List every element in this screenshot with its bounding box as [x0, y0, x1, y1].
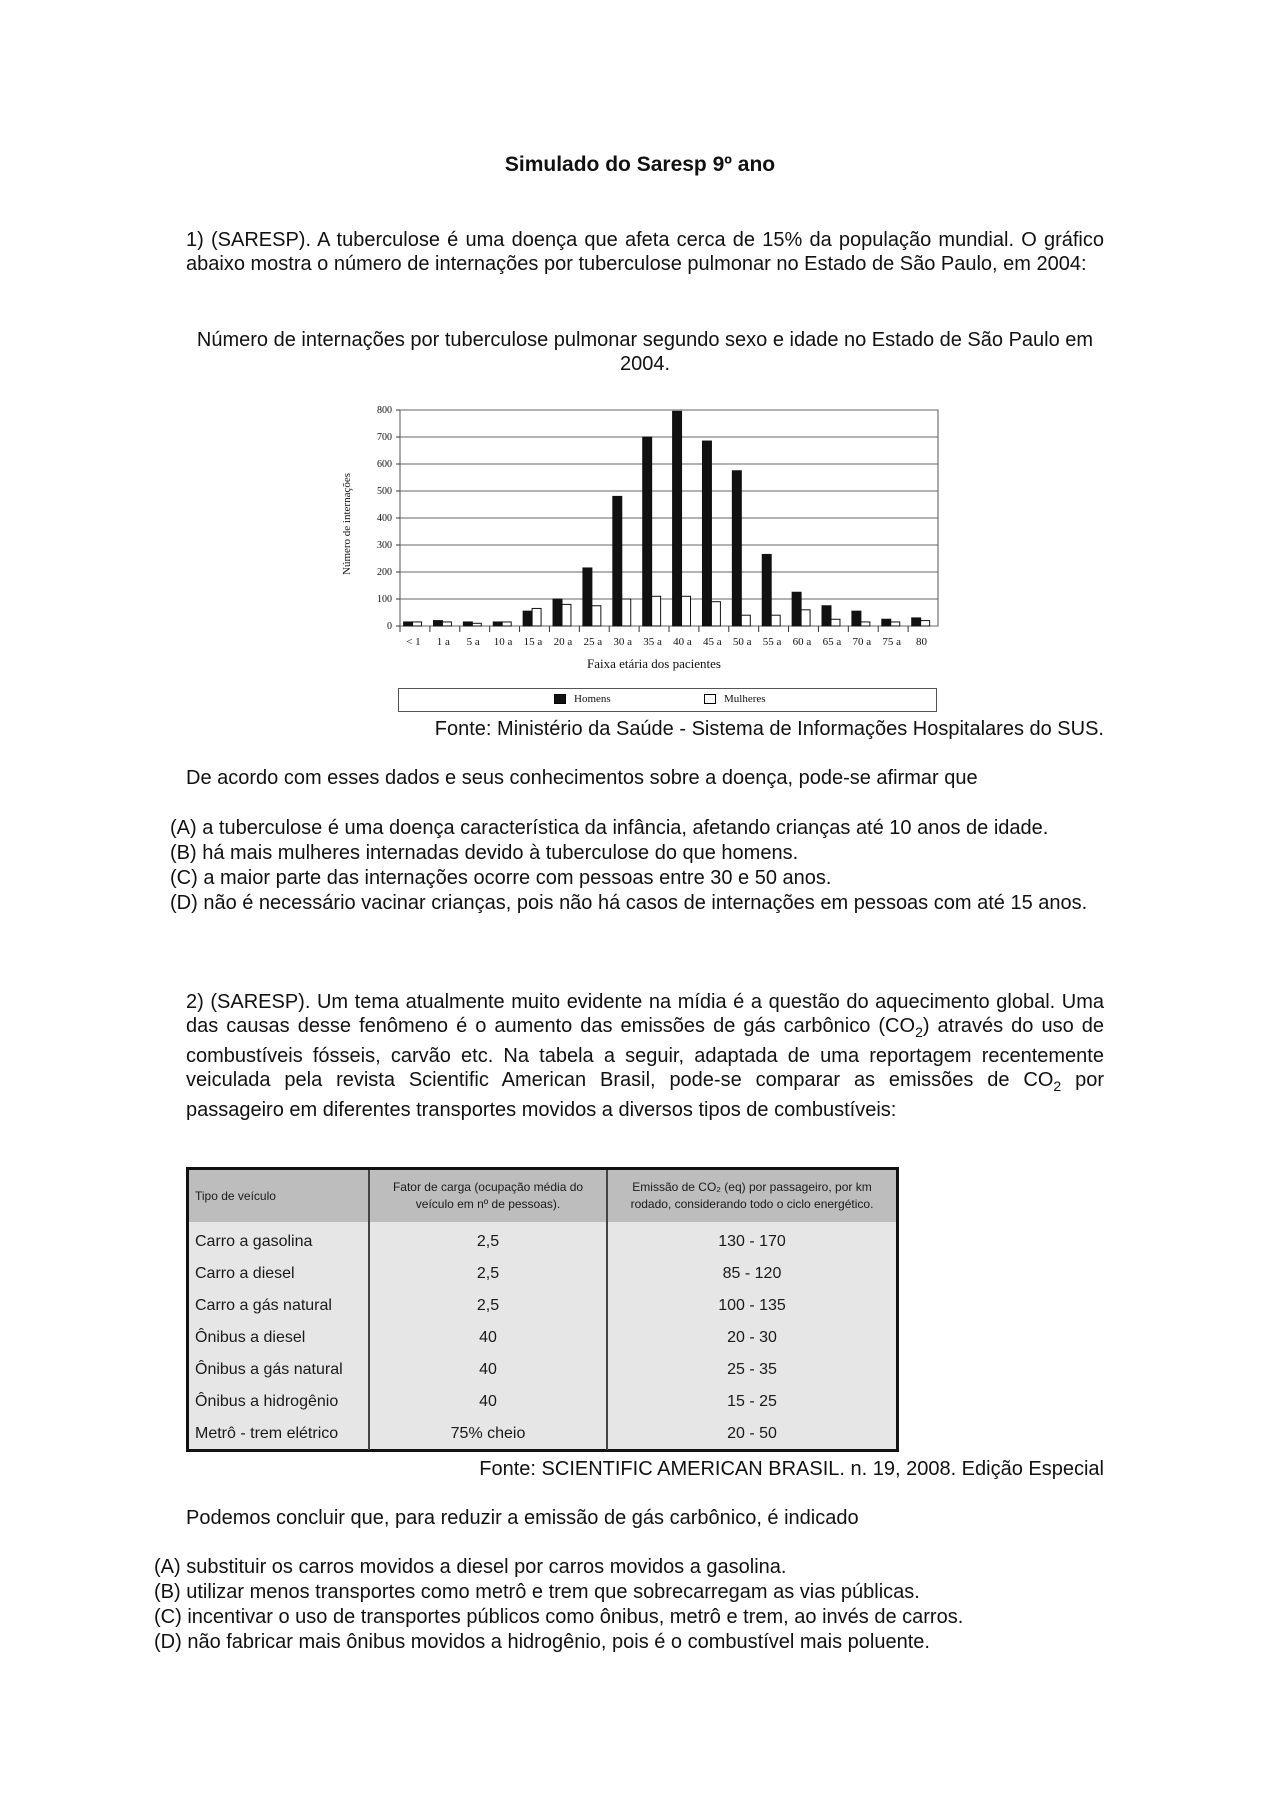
co2-subscript: 2 — [1053, 1078, 1062, 1094]
chart-bar-mulheres — [592, 606, 601, 626]
chart-bar-mulheres — [472, 623, 481, 626]
chart-source: Fonte: Ministério da Saúde - Sistema de Informações Hospitalares do SUS. — [434, 718, 1104, 740]
chart-y-tick-label: 100 — [377, 594, 392, 605]
chart-x-tick-label: 40 a — [673, 636, 692, 648]
table-row — [189, 1290, 896, 1322]
table-cell-load-factor: 2,5 — [369, 1222, 607, 1258]
chart-y-tick-label: 300 — [377, 540, 392, 551]
legend-label-homens: Homens — [574, 693, 611, 705]
table-cell-load-factor: 2,5 — [369, 1258, 607, 1290]
chart-bar-mulheres — [831, 619, 840, 626]
table-cell-vehicle: Carro a gás natural — [195, 1297, 332, 1314]
chart-x-tick-label: 60 a — [792, 636, 812, 648]
legend-swatch-mulheres — [704, 694, 716, 704]
question-2-option-b: (B) utilizar menos transportes como metrô e trem que sobrecarregam as vias públicas. — [154, 1581, 920, 1603]
chart-bar-homens — [792, 592, 801, 626]
table-cell-emission: 130 - 170 — [607, 1222, 896, 1258]
question-1-option-d: (D) não é necessário vacinar crianças, pois não há casos de internações em pessoas com até 15 anos. — [170, 892, 1088, 914]
chart-bar-homens — [404, 622, 413, 626]
chart-x-tick-label: 25 a — [583, 636, 603, 648]
chart-bar-mulheres — [921, 621, 930, 626]
legend-item-mulheres — [704, 693, 766, 705]
chart-bar-mulheres — [532, 608, 541, 626]
table-header-load-factor: Fator de carga (ocupação média do veículo em nº de pessoas). — [369, 1170, 607, 1222]
chart-bar-mulheres — [413, 622, 422, 626]
chart-y-tick-label: 0 — [387, 621, 392, 632]
table-cell-emission: 25 - 35 — [607, 1354, 896, 1386]
chart-x-tick-label: 65 a — [822, 636, 842, 648]
legend-label-mulheres: Mulheres — [724, 693, 766, 705]
chart-y-tick-label: 400 — [377, 513, 392, 524]
chart-x-tick-label: 80 — [916, 636, 928, 648]
table-cell-vehicle: Ônibus a gás natural — [195, 1361, 343, 1378]
table-cell-emission: 15 - 25 — [607, 1386, 896, 1418]
table-cell-load-factor: 40 — [369, 1322, 607, 1354]
legend-swatch-homens — [554, 694, 566, 704]
chart-y-tick-label: 500 — [377, 486, 392, 497]
question-2-option-a: (A) substituir os carros movidos a diesel por carros movidos a gasolina. — [154, 1556, 787, 1578]
table-cell-emission: 20 - 30 — [607, 1322, 896, 1354]
chart-x-tick-label: 30 a — [613, 636, 632, 648]
chart-bar-mulheres — [622, 599, 631, 626]
chart-bar-homens — [583, 568, 592, 626]
question-1-intro: 1) (SARESP). A tuberculose é uma doença que afeta cerca de 15% da população mundial. O gráfico abaixo mostra o número de internações por tuberculose pulmonar no Estado de São Paulo, em 2004: — [186, 229, 1104, 275]
question-1-options — [170, 816, 1104, 916]
question-2-option-c: (C) incentivar o uso de transportes públicos como ônibus, metrô e trem, ao invés de carros. — [154, 1606, 964, 1628]
chart-bar-homens — [523, 611, 532, 626]
chart-bar-mulheres — [771, 615, 780, 626]
chart-bar-mulheres — [861, 622, 870, 626]
hospitalizations-bar-chart — [336, 404, 946, 684]
table-cell-load-factor: 2,5 — [369, 1290, 607, 1322]
chart-bar-mulheres — [801, 610, 810, 626]
chart-x-tick-label: 70 a — [852, 636, 872, 648]
chart-bar-mulheres — [741, 615, 750, 626]
chart-x-tick-label: 35 a — [643, 636, 662, 648]
table-row — [189, 1222, 896, 1258]
question-2-intro — [186, 990, 1104, 1122]
chart-bar-homens — [433, 621, 442, 626]
chart-x-tick-label: < 1 — [406, 636, 421, 648]
chart-bar-homens — [673, 411, 682, 626]
chart-y-tick-label: 700 — [377, 432, 392, 443]
table-cell-load-factor: 75% cheio — [369, 1418, 607, 1450]
table-cell-vehicle: Ônibus a diesel — [195, 1329, 306, 1346]
table-cell-emission: 20 - 50 — [607, 1418, 896, 1450]
table-source: Fonte: SCIENTIFIC AMERICAN BRASIL. n. 19, 2008. Edição Especial — [479, 1458, 1104, 1480]
chart-x-tick-label: 10 a — [493, 636, 513, 648]
table-cell-load-factor: 40 — [369, 1386, 607, 1418]
chart-x-tick-label: 15 a — [523, 636, 543, 648]
chart-x-tick-label: 45 a — [703, 636, 722, 648]
question-1-option-a: (A) a tuberculose é uma doença característica da infância, afetando crianças até 10 anos de idade. — [170, 817, 1049, 839]
chart-x-axis-label: Faixa etária dos pacientes — [587, 656, 721, 671]
table-row — [189, 1386, 896, 1418]
chart-bar-mulheres — [502, 622, 511, 626]
chart-x-tick-label: 5 a — [466, 636, 480, 648]
question-2-intro-part: por passageiro em diferentes transportes movidos a diversos tipos de combustíveis: — [186, 1069, 1105, 1121]
chart-y-tick-label: 200 — [377, 567, 392, 578]
co2-emissions-table — [186, 1167, 899, 1452]
chart-bar-homens — [463, 622, 472, 626]
question-1-option-b: (B) há mais mulheres internadas devido à tuberculose do que homens. — [170, 842, 799, 864]
chart-bar-homens — [702, 441, 711, 626]
chart-x-tick-label: 50 a — [732, 636, 752, 648]
chart-bar-mulheres — [562, 604, 571, 626]
chart-caption: Número de internações por tuberculose pulmonar segundo sexo e idade no Estado de São Paulo em 2004. — [196, 329, 1094, 375]
chart-bar-homens — [613, 496, 622, 626]
chart-legend — [398, 688, 937, 712]
table-header-emission: Emissão de CO₂ (eq) por passageiro, por km rodado, considerando todo o ciclo energético. — [607, 1170, 896, 1222]
table-row — [189, 1418, 896, 1450]
chart-bar-homens — [852, 611, 861, 626]
chart-bar-homens — [493, 622, 502, 626]
chart-bar-homens — [912, 618, 921, 626]
chart-bar-homens — [822, 606, 831, 626]
table-cell-vehicle: Carro a gasolina — [195, 1233, 313, 1250]
table-row — [189, 1322, 896, 1354]
question-1-prompt: De acordo com esses dados e seus conhecimentos sobre a doença, pode-se afirmar que — [186, 767, 978, 789]
chart-bar-mulheres — [652, 596, 661, 626]
chart-bar-homens — [732, 471, 741, 626]
co2-subscript: 2 — [915, 1024, 923, 1040]
legend-item-homens — [554, 693, 611, 705]
question-1-option-c: (C) a maior parte das internações ocorre com pessoas entre 30 e 50 anos. — [170, 867, 832, 889]
table-cell-load-factor: 40 — [369, 1354, 607, 1386]
chart-y-tick-label: 800 — [377, 405, 392, 416]
question-2-prompt: Podemos concluir que, para reduzir a emissão de gás carbônico, é indicado — [186, 1507, 859, 1529]
chart-x-tick-label: 55 a — [762, 636, 782, 648]
table-cell-vehicle: Ônibus a hidrogênio — [195, 1393, 339, 1410]
chart-bar-mulheres — [442, 622, 451, 626]
table-cell-emission: 85 - 120 — [607, 1258, 896, 1290]
question-2-options — [154, 1555, 1104, 1655]
page-title: Simulado do Saresp 9º ano — [504, 153, 776, 176]
chart-x-tick-label: 75 a — [882, 636, 901, 648]
chart-y-axis-label: Número de internações — [341, 472, 353, 576]
table-header-row — [189, 1170, 896, 1222]
chart-bar-mulheres — [682, 596, 691, 626]
table-cell-vehicle: Carro a diesel — [195, 1265, 295, 1282]
question-2-intro-part: 2) (SARESP). Um tema atualmente muito evidente na mídia é a questão do aquecimento global. Uma das causas desse fenômeno é o aumento das emissões de gás carbônico (CO — [186, 991, 1104, 1037]
table-cell-vehicle: Metrô - trem elétrico — [195, 1425, 339, 1442]
chart-bar-mulheres — [891, 622, 900, 626]
table-cell-emission: 100 - 135 — [607, 1290, 896, 1322]
chart-x-tick-label: 1 a — [436, 636, 450, 648]
chart-y-tick-label: 600 — [377, 459, 392, 470]
question-2-intro-part: ) através do uso de combustíveis fósseis, carvão etc. Na tabela a seguir, adaptada de uma reportagem recentemente veiculada pela revista Scientific American Brasil, pode-se comparar as emissões de CO — [186, 1015, 1104, 1091]
chart-x-tick-label: 20 a — [553, 636, 573, 648]
table-header-vehicle: Tipo de veículo — [189, 1170, 369, 1222]
chart-bar-homens — [553, 599, 562, 626]
chart-bar-homens — [643, 437, 652, 626]
chart-bar-homens — [882, 619, 891, 626]
table-row — [189, 1258, 896, 1290]
question-2-option-d: (D) não fabricar mais ônibus movidos a hidrogênio, pois é o combustível mais poluente. — [154, 1631, 930, 1653]
chart-bar-mulheres — [711, 602, 720, 626]
table-row — [189, 1354, 896, 1386]
chart-bar-homens — [762, 554, 771, 626]
